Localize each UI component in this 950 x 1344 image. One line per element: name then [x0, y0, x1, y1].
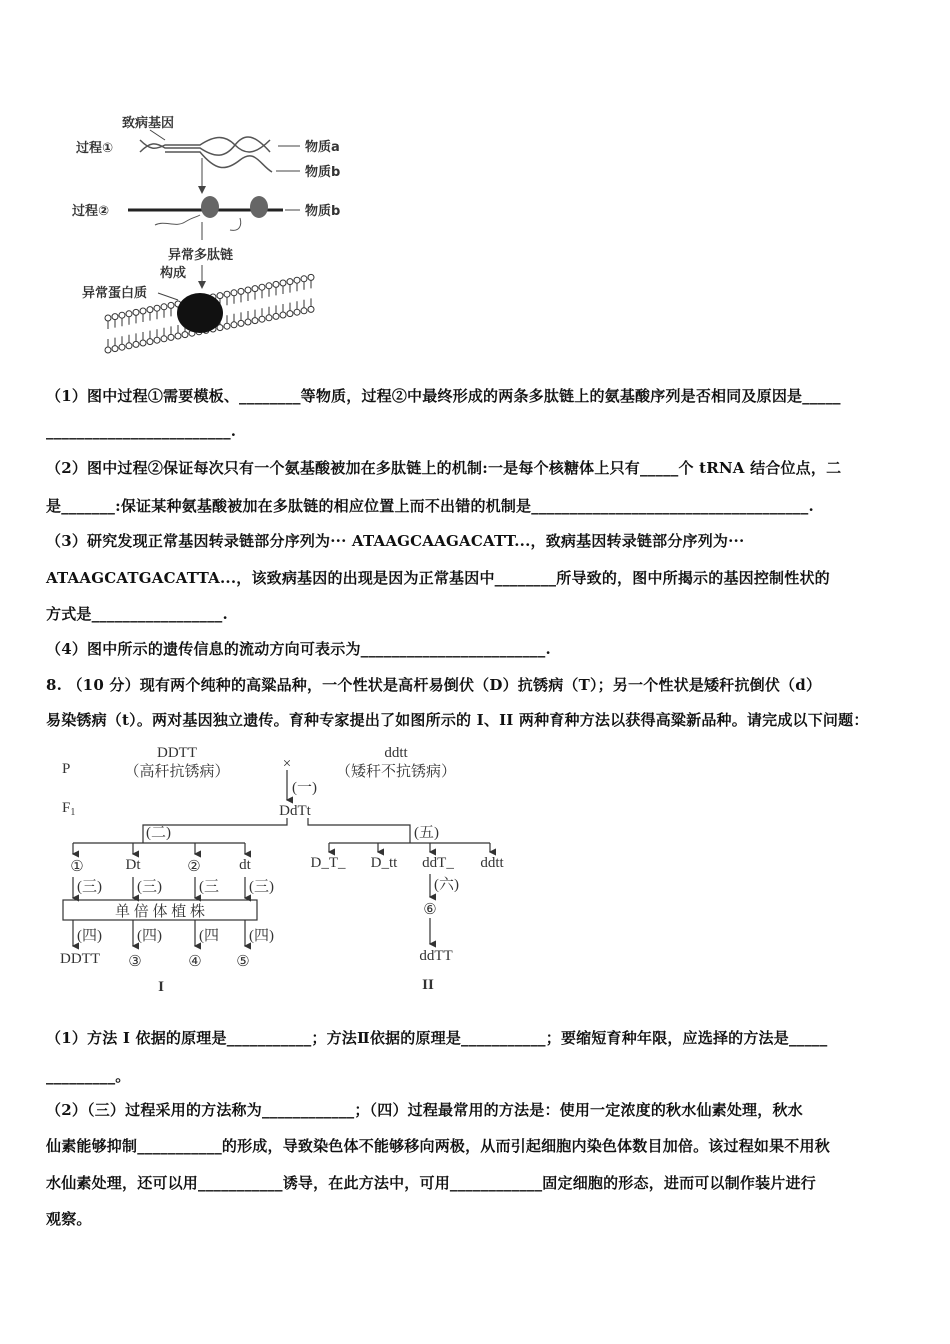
parent1-genotype: DDTT	[157, 745, 197, 761]
step5-label: (五)	[414, 825, 439, 841]
q7-line-4: 是_______:保证某种氨基酸被加在多肽链的相应位置上而不出错的机制是____________________________________.	[46, 497, 814, 515]
method-II-label: II	[422, 977, 434, 993]
f2-4: ddtt	[480, 855, 504, 871]
q8-intro-1: 8. （10 分）现有两个纯种的高粱品种，一个性状是高杆易倒伏（D）抗锈病（T）；另一个性状是矮秆抗倒伏（d）	[46, 676, 822, 694]
gamete-2: Dt	[125, 857, 141, 873]
result-I-1: DDTT	[60, 951, 100, 967]
step3-label: (三	[199, 879, 219, 895]
q8-line-4: 仙素能够抑制___________的形成，导致染色体不能够移向两极，从而引起细胞内染色体数目加倍。该过程如果不用秋	[46, 1137, 830, 1155]
label-p: P	[62, 761, 71, 777]
step6-label: (六)	[434, 877, 459, 893]
arrow-head-3	[198, 281, 206, 289]
label-substance-b1: 物质b	[305, 165, 341, 180]
label-compose: 构成	[160, 266, 187, 281]
step3-label: (三)	[249, 879, 274, 895]
arrow-head-1	[198, 186, 206, 194]
breeding-diagram	[0, 730, 540, 1000]
q8-line-5: 水仙素处理，还可以用___________诱导，在此方法中，可用____________固定细胞的形态，进而可以制作装片进行	[46, 1174, 816, 1192]
f2-3: ddT_	[422, 855, 454, 871]
step3-label: (三)	[77, 879, 102, 895]
ribosome-icon	[201, 196, 219, 218]
label-f1: $F_1$	[62, 800, 76, 818]
result-I-2: ③	[128, 954, 142, 970]
cross-symbol: ×	[282, 756, 292, 772]
result-I-3: ④	[188, 954, 202, 970]
q8-intro-2: 易染锈病（t）。两对基因独立遗传。育种专家提出了如图所示的 I、II 两种育种方法以获得高粱新品种。请完成以下问题：	[46, 711, 869, 729]
method-I-label: I	[158, 979, 164, 995]
ribosome-icon	[250, 196, 268, 218]
polypeptide-1	[155, 215, 200, 225]
abnormal-protein-blob	[177, 293, 223, 333]
result-II: ddTT	[419, 948, 453, 964]
f1-genotype: DdTt	[279, 803, 311, 819]
label-substance-a: 物质a	[305, 140, 340, 155]
q7-line-5: （3）研究发现正常基因转录链部分序列为··· ATAAGCAAGACATT...，致病基因转录链部分序列为···	[46, 532, 745, 550]
result-I-4: ⑤	[236, 954, 250, 970]
step4-label: (四)	[249, 928, 274, 944]
step3-label: (三)	[137, 879, 162, 895]
label-gene: 致病基因	[122, 116, 175, 131]
polypeptide-2	[230, 218, 241, 230]
label-abnormal-chain: 异常多肽链	[168, 248, 234, 263]
parent1-desc: （高秆抗锈病）	[124, 764, 230, 780]
q7-line-2: ________________________.	[46, 422, 237, 440]
q7-line-6: ATAAGCATGACATTA...，该致病基因的出现是因为正常基因中________所导致的，图中所揭示的基因控制性状的	[46, 569, 830, 587]
pointer-protein	[158, 293, 178, 300]
step4-label: (四)	[77, 928, 102, 944]
q7-line-8: （4）图中所示的遗传信息的流动方向可表示为________________________.	[46, 640, 551, 658]
gamete-4: dt	[239, 857, 251, 873]
label-process2: 过程②	[72, 204, 110, 219]
gene-expression-figure	[0, 0, 380, 380]
label-abnormal-protein: 异常蛋白质	[82, 286, 148, 301]
label-substance-b2: 物质b	[305, 204, 341, 219]
step4-label: (四)	[137, 928, 162, 944]
haploid-label: 单 倍 体 植 株	[114, 904, 206, 920]
label-process1: 过程①	[76, 141, 114, 156]
gamete-3: ②	[187, 859, 201, 875]
q7-line-7: 方式是_________________.	[46, 605, 228, 623]
f2-1: D_T_	[310, 855, 346, 871]
q8-line-3: （2）（三）过程采用的方法称为____________；（四）过程最常用的方法是：使用一定浓度的秋水仙素处理，秋水	[46, 1101, 803, 1119]
q7-line-3: （2）图中过程②保证每次只有一个氨基酸被加在多肽链上的机制:一是每个核糖体上只有_____个 tRNA 结合位点，二	[46, 459, 842, 477]
gamete-1: ①	[70, 859, 84, 875]
q7-line-1: （1）图中过程①需要模板、________等物质，过程②中最终形成的两条多肽链上的氨基酸序列是否相同及原因是_____	[46, 387, 841, 405]
step4-label: (四	[199, 928, 219, 944]
parent2-genotype: ddtt	[384, 745, 408, 761]
q8-line-6: 观察。	[46, 1210, 92, 1228]
step2-label: (二)	[146, 825, 171, 841]
q8-line-2: _________。	[46, 1067, 131, 1085]
q8-line-1: （1）方法 I 依据的原理是___________；方法Ⅱ依据的原理是___________；要缩短育种年限，应选择的方法是_____	[46, 1029, 828, 1047]
circle-6: ⑥	[423, 902, 437, 918]
f2-2: D_tt	[370, 855, 398, 871]
step1-label: (一)	[292, 780, 317, 796]
gene-pointer	[150, 130, 165, 140]
parent2-desc: （矮秆不抗锈病）	[335, 764, 457, 780]
